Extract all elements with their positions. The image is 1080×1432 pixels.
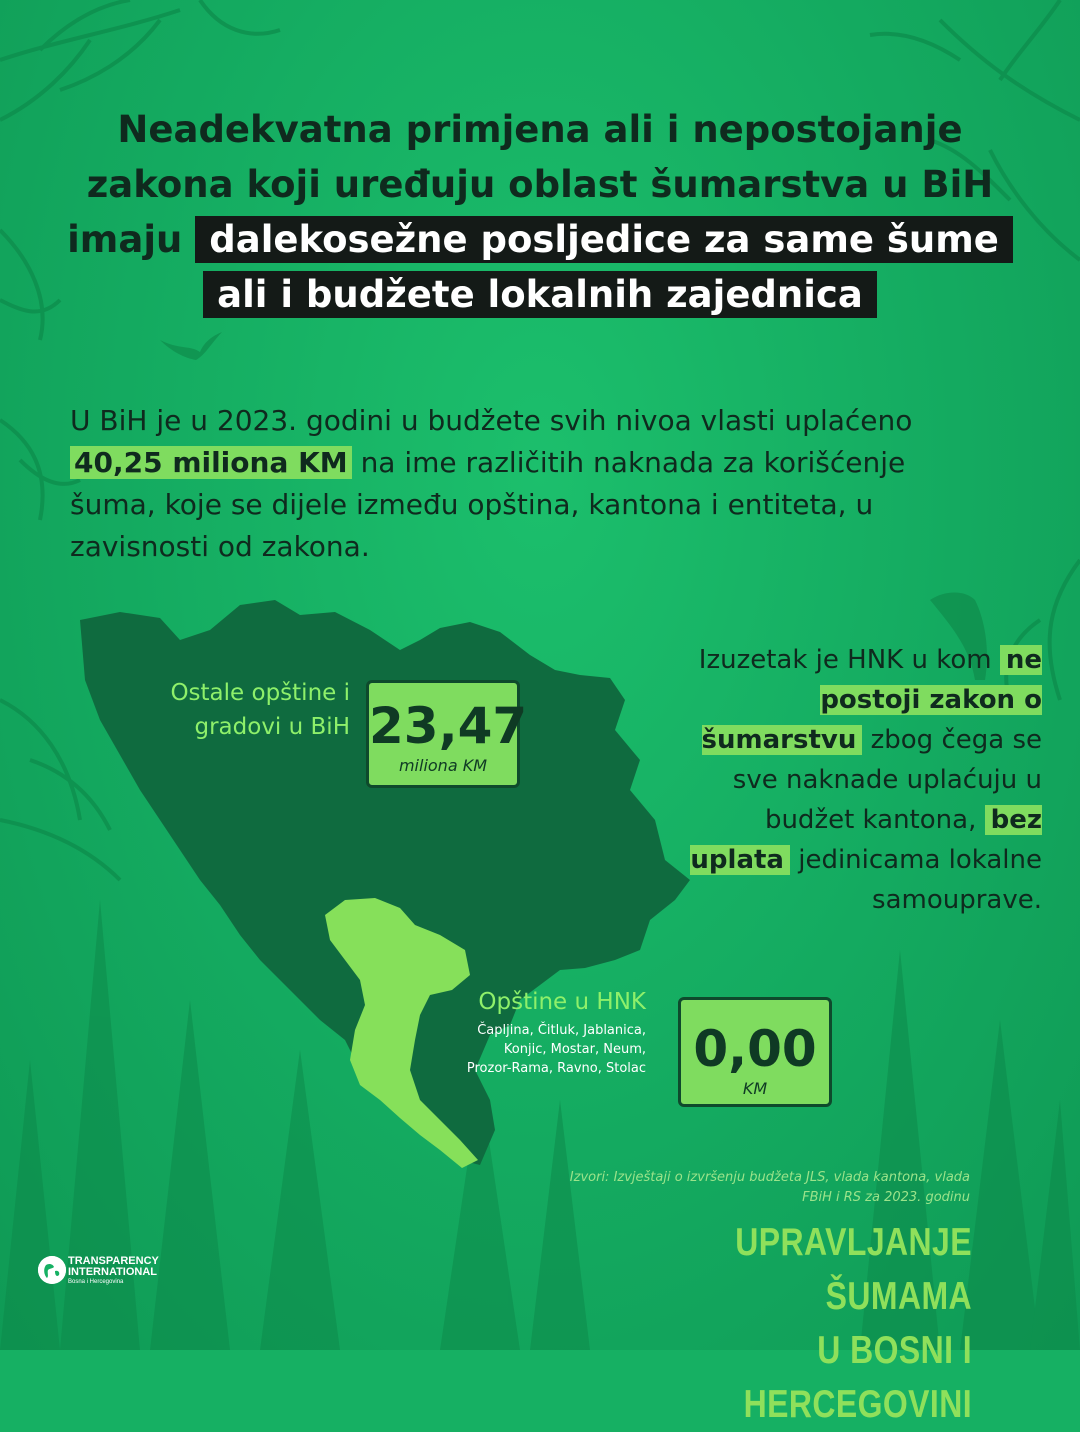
logo-line-2: INTERNATIONAL xyxy=(68,1266,158,1278)
hnk-note-highlight-1: ne postoji zakon o šumarstvu xyxy=(701,645,1042,755)
hnk-exception-note xyxy=(680,640,1042,920)
logo-line-3: Bosna i Hercegovina xyxy=(68,1279,124,1285)
hnk-note-text-2: zbog čega se sve naknade uplaćuju u budžet kantona, xyxy=(732,725,1042,835)
hnk-value: 0,00 xyxy=(693,1020,817,1078)
headline-text: Neadekvatna primjena ali i nepostojanje zakona koji uređuju oblast šumarstva u BiH imaju xyxy=(67,108,994,261)
globe-icon xyxy=(38,1256,66,1284)
intro-text-after: na ime različitih naknada za korišćenje šuma, koje se dijele između opština, kantona i entiteta, u zavisnosti od zakona. xyxy=(70,446,906,563)
ostale-value-box xyxy=(366,680,528,788)
intro-amount-highlight: 40,25 miliona KM xyxy=(70,446,352,479)
transparency-international-logo xyxy=(38,1254,198,1290)
hnk-note-text-1: Izuzetak je HNK u kom xyxy=(698,645,992,675)
hnk-unit: KM xyxy=(742,1079,768,1098)
sources-note: Izvori: Izvještaji o izvršenju budžeta JLS, vlada kantona, vlada FBiH i RS za 2023. godinu xyxy=(569,1170,970,1205)
logo-line-1: TRANSPARENCY xyxy=(68,1255,159,1267)
footer-title-line-2: U BOSNI I HERCEGOVINI xyxy=(743,1329,972,1426)
footer-title-line-1: UPRAVLJANJE ŠUMAMA xyxy=(735,1221,972,1318)
footer-title xyxy=(601,1216,972,1432)
intro-text-before: U BiH je u 2023. godini u budžete svih nivoa vlasti uplaćeno xyxy=(70,404,913,437)
hnk-label: Opštine u HNK xyxy=(478,989,646,1015)
ostale-label: Ostale opštine i gradovi u BiH xyxy=(170,680,350,740)
hnk-note-text-3: jedinicama lokalne samouprave. xyxy=(798,845,1042,915)
intro-paragraph xyxy=(70,400,970,568)
headline-highlight: dalekosežne posljedice za same šume ali i budžete lokalnih zajednica xyxy=(195,216,1013,318)
hnk-municipalities-list: Čapljina, Čitluk, Jablanica, Konjic, Mostar, Neum, Prozor-Rama, Ravno, Stolac xyxy=(466,1023,646,1076)
ostale-value: 23,47 xyxy=(369,697,528,755)
hnk-note-highlight-2: bez uplata xyxy=(690,805,1042,875)
ostale-unit: miliona KM xyxy=(398,756,488,775)
headline xyxy=(60,102,1020,322)
hnk-value-box xyxy=(678,997,832,1107)
